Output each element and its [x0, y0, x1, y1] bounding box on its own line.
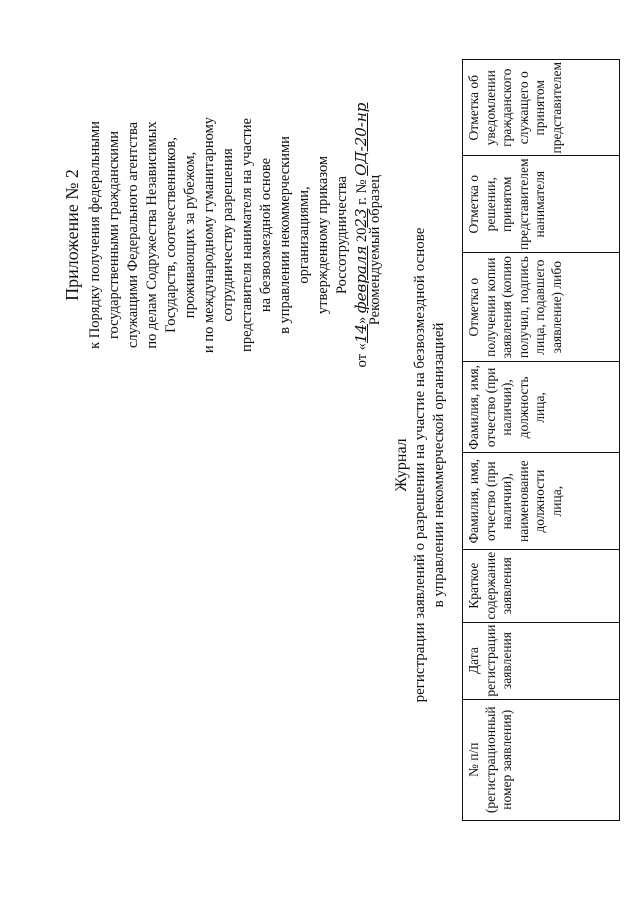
column-header: Фамилия, имя, отчество (при наличии), должность лица, [463, 362, 620, 453]
order-day: 14 [352, 323, 370, 344]
journal-subtitle: в управлении некоммерческой организацией [431, 322, 447, 608]
appendix-line: представителя нанимателя на участие [239, 118, 255, 352]
order-year-suffix: 23 [352, 208, 370, 228]
column-header: Отметка об уведомлении гражданского служащего о принятом представителем [463, 60, 620, 157]
journal-subtitle: регистрации заявлений о разрешении на участие на безвозмездной основе [412, 227, 428, 703]
column-header: Фамилия, имя, отчество (при наличии), наименование должности лица, [463, 453, 620, 549]
appendix-block [60, 55, 372, 415]
appendix-line: Государств, соотечественников, [163, 137, 179, 333]
appendix-line: служащими Федерального агентства [125, 121, 141, 349]
recommended-sample-label: Рекомендуемый образец [367, 174, 383, 326]
column-header: Краткое содержание заявления [463, 549, 620, 622]
order-prefix: от « [354, 343, 370, 368]
appendix-line: Россотрудничества [334, 176, 350, 295]
order-year-prefix: 20 [354, 227, 370, 243]
order-month: февраля [352, 245, 370, 314]
order-suffix: г. № [354, 179, 370, 205]
appendix-line: по делам Содружества Независимых [144, 121, 160, 349]
journal-title: Журнал [393, 438, 410, 492]
appendix-line: государственными гражданскими [106, 130, 122, 340]
appendix-line: проживающих за рубежом, [182, 151, 198, 319]
column-header: Отметка о получении копии заявления (копию получил, подпись лица, подавшего заявление) либо [463, 252, 620, 361]
appendix-line: сотрудничеству разрешения [220, 148, 236, 322]
appendix-line: утвержденному приказом [315, 155, 331, 315]
registration-table [462, 59, 620, 821]
appendix-line: и по международному гуманитарному [201, 116, 217, 354]
appendix-line: к Порядку получения федеральными [87, 121, 103, 349]
column-header: Дата регистрации заявления [463, 622, 620, 699]
order-mid: » [354, 316, 370, 324]
table-header-row [463, 60, 620, 821]
appendix-title: Приложение № 2 [62, 169, 82, 301]
appendix-line: в управлении некоммерческими [277, 136, 293, 334]
column-header: № п/п (регистрационный номер заявления) [463, 699, 620, 820]
journal-heading [392, 85, 449, 845]
appendix-line: на безвозмездной основе [258, 157, 274, 313]
appendix-line: организациями, [296, 186, 312, 284]
order-number: ОД-20-нр [352, 102, 370, 176]
column-header: Отметка о решении, принятом представителем нанимателя [463, 156, 620, 252]
